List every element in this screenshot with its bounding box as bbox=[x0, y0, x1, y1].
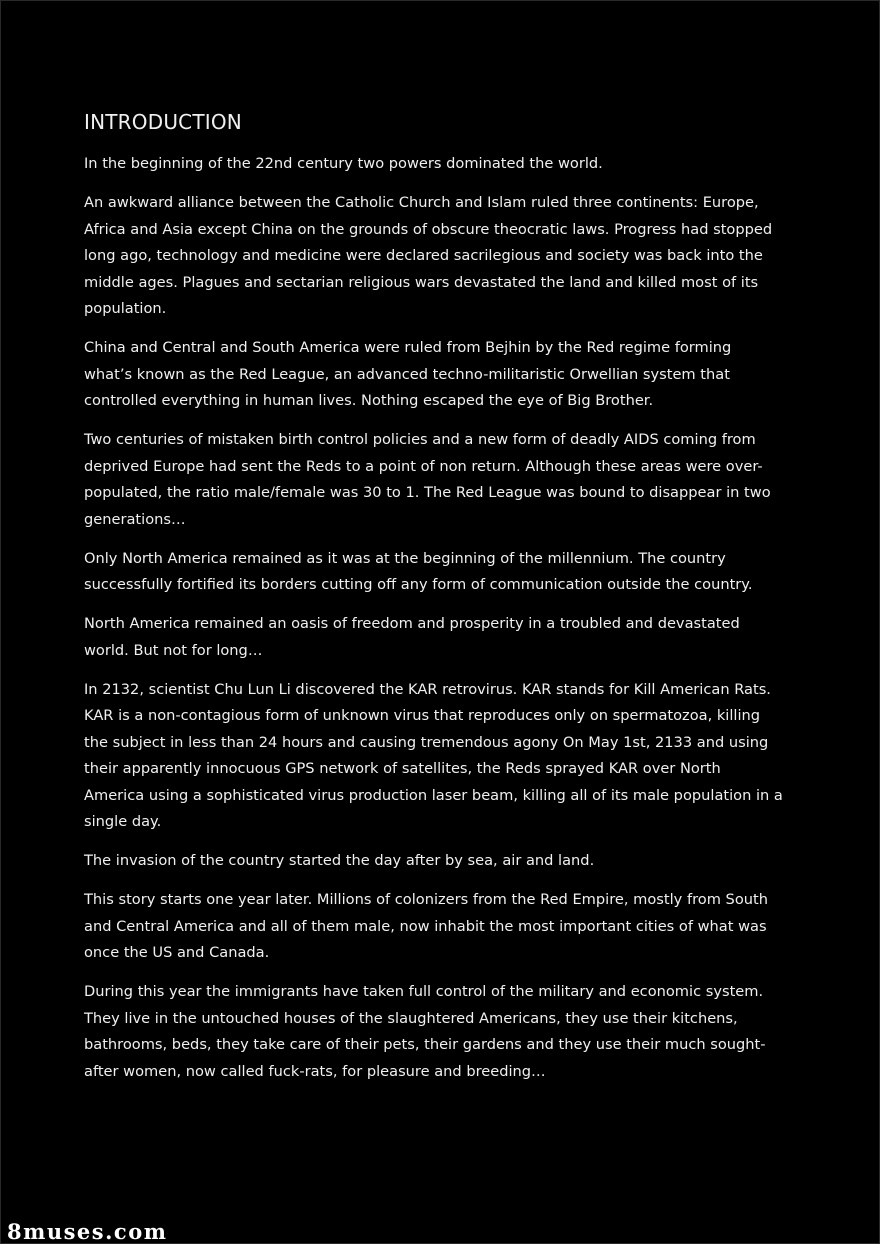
paragraph-4: Two centuries of mistaken birth control policies and a new form of deadly AIDS coming from deprived Europe had sent the Reds to a point of non return. Although these areas were over-populated, the ratio male/female was 30 to 1. The Red League was bound to disappear in two generations… bbox=[84, 431, 771, 528]
paragraph-1: In the beginning of the 22nd century two powers dominated the world. bbox=[84, 155, 603, 172]
watermark-logo: 8muses.com bbox=[7, 1219, 168, 1244]
paragraph-9: This story starts one year later. Millions of colonizers from the Red Empire, mostly from South and Central America and all of them male, now inhabit the most important cities of what was once the US and Canada. bbox=[84, 891, 768, 961]
paragraph-8: The invasion of the country started the day after by sea, air and land. bbox=[84, 852, 595, 869]
paragraph-2: An awkward alliance between the Catholic Church and Islam ruled three continents: Europe, Africa and Asia except China on the grounds of obscure theocratic laws. Progress had stopped long ago, technology and medicine were declared sacrilegious and society was back into the middle ages. Plagues and sectarian religious wars devastated the land and killed most of its population. bbox=[84, 194, 773, 317]
paragraph-7: In 2132, scientist Chu Lun Li discovered the KAR retrovirus. KAR stands for Kill American Rats. KAR is a non-contagious form of unknown virus that reproduces only on spermatozoa, killing the subject in less than 24 hours and causing tremendous agony On May 1st, 2133 and using their apparently innocuous GPS network of satellites, the Reds sprayed KAR over North America using a sophisticated virus production laser beam, killing all of its male population in a single day. bbox=[84, 680, 783, 830]
paragraph-5: Only North America remained as it was at the beginning of the millennium. The country successfully fortified its borders cutting off any form of communication outside the country. bbox=[84, 549, 753, 593]
paragraph-3: China and Central and South America were ruled from Bejhin by the Red regime forming what’s known as the Red League, an advanced techno-militaristic Orwellian system that controlled everything in human lives. Nothing escaped the eye of Big Brother. bbox=[84, 339, 732, 409]
document-body bbox=[84, 109, 784, 1098]
paragraph-6: North America remained an oasis of freedom and prosperity in a troubled and devastated world. But not for long… bbox=[84, 615, 740, 659]
paragraph-10: During this year the immigrants have taken full control of the military and economic system. They live in the untouched houses of the slaughtered Americans, they use their kitchens, bathrooms, beds, they take care of their pets, their gardens and they use their much sought-after women, now called fuck-rats, for pleasure and breeding… bbox=[84, 983, 766, 1080]
document-title: INTRODUCTION bbox=[84, 110, 242, 134]
